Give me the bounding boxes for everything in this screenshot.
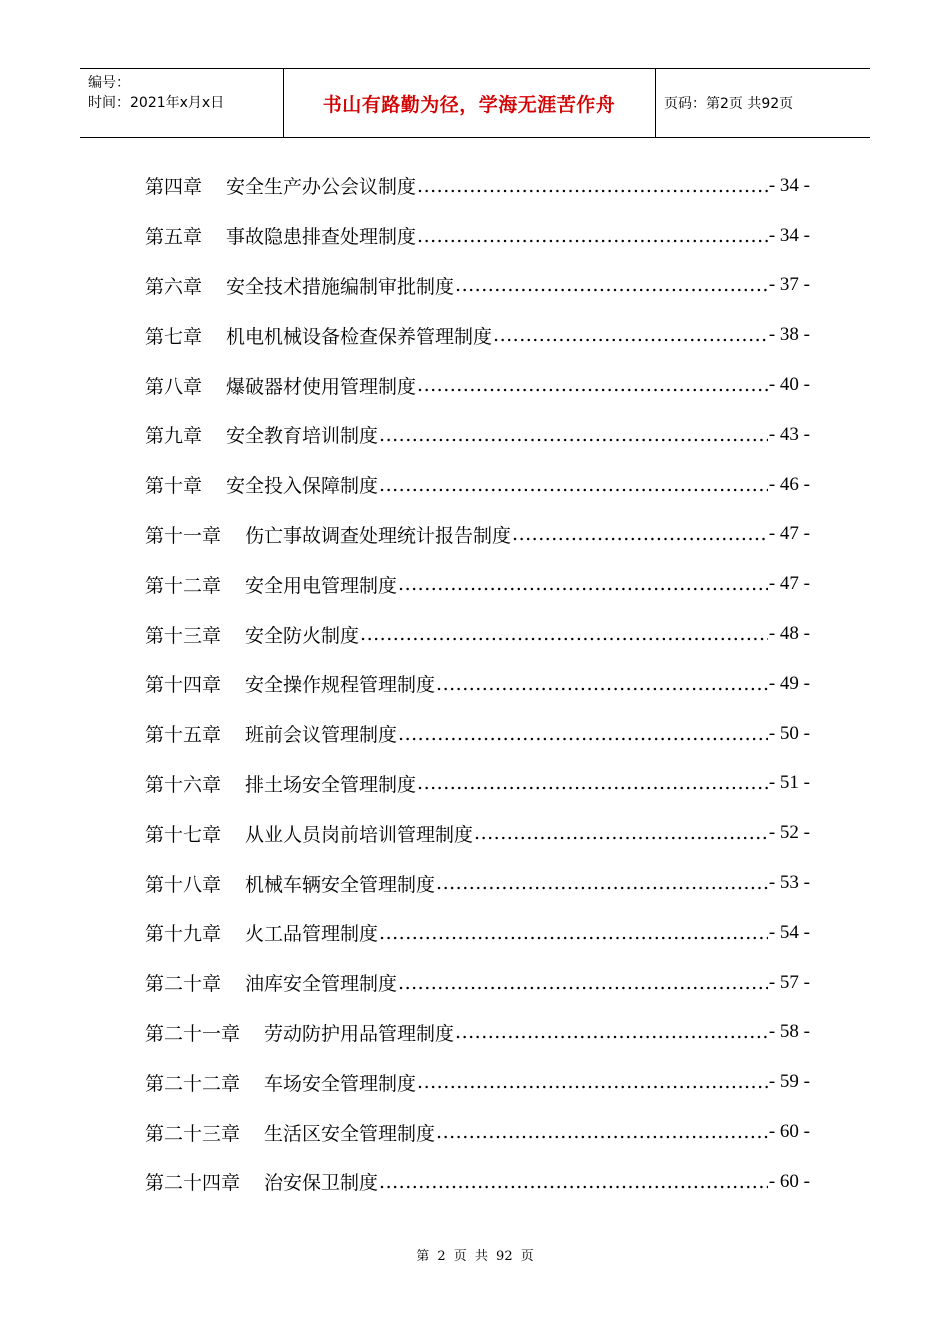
toc-chapter-title: 从业人员岗前培训管理制度 <box>245 823 474 846</box>
toc-page-number: - 52 - <box>768 822 810 844</box>
toc-chapter-number: 第十一章 <box>145 524 222 547</box>
toc-dot-leader <box>417 772 768 794</box>
toc-chapter-title: 安全教育培训制度 <box>226 425 379 448</box>
toc-dot-leader <box>398 972 768 994</box>
toc-dot-leader <box>379 1171 768 1193</box>
toc-chapter-number: 第二十章 <box>145 973 222 996</box>
toc-page-number: - 50 - <box>768 722 810 744</box>
toc-chapter-title: 车场安全管理制度 <box>264 1072 417 1095</box>
toc-chapter-number: 第十九章 <box>145 923 222 946</box>
toc-chapter-number: 第二十二章 <box>145 1072 241 1095</box>
toc-chapter-title: 机电机械设备检查保养管理制度 <box>226 325 493 348</box>
toc-entry[interactable] <box>145 559 810 609</box>
toc-entry[interactable] <box>145 460 810 510</box>
toc-page-number: - 34 - <box>768 174 810 196</box>
toc-chapter-title: 火工品管理制度 <box>245 923 379 946</box>
toc-chapter-title: 治安保卫制度 <box>264 1172 379 1195</box>
toc-chapter-title: 安全操作规程管理制度 <box>245 674 436 697</box>
page-header <box>80 68 870 138</box>
toc-dot-leader <box>379 922 768 944</box>
toc-chapter-number: 第十八章 <box>145 873 222 896</box>
toc-entry[interactable] <box>145 808 810 858</box>
toc-chapter-title: 安全生产办公会议制度 <box>226 176 417 199</box>
header-motto: 书山有路勤为径，学海无涯苦作舟 <box>322 93 616 116</box>
toc-chapter-title: 爆破器材使用管理制度 <box>226 375 417 398</box>
toc-chapter-title: 班前会议管理制度 <box>245 724 398 747</box>
toc-page-number: - 38 - <box>768 324 810 346</box>
page-footer: 第 2 页 共 92 页 <box>416 1249 534 1264</box>
toc-page-number: - 47 - <box>768 523 810 545</box>
toc-entry[interactable] <box>145 1157 810 1207</box>
toc-chapter-number: 第十四章 <box>145 674 222 697</box>
toc-chapter-title: 机械车辆安全管理制度 <box>245 873 436 896</box>
toc-chapter-number: 第七章 <box>145 325 203 348</box>
toc-chapter-title: 安全投入保障制度 <box>226 475 379 498</box>
toc-entry[interactable] <box>145 161 810 211</box>
document-number-label: 编号： <box>88 75 130 91</box>
toc-page-number: - 49 - <box>768 672 810 694</box>
toc-entry[interactable] <box>145 360 810 410</box>
toc-chapter-number: 第八章 <box>145 375 203 398</box>
toc-chapter-number: 第十章 <box>145 475 203 498</box>
toc-page-number: - 60 - <box>768 1121 810 1143</box>
table-of-contents <box>145 161 810 1207</box>
toc-dot-leader <box>398 723 768 745</box>
toc-entry[interactable] <box>145 410 810 460</box>
toc-page-number: - 47 - <box>768 573 810 595</box>
toc-entry[interactable] <box>145 1107 810 1157</box>
toc-dot-leader <box>417 374 768 396</box>
toc-dot-leader <box>493 324 768 346</box>
toc-chapter-number: 第二十一章 <box>145 1022 241 1045</box>
toc-entry[interactable] <box>145 759 810 809</box>
toc-page-number: - 48 - <box>768 623 810 645</box>
toc-dot-leader <box>512 523 768 545</box>
toc-dot-leader <box>379 424 768 446</box>
toc-page-number: - 43 - <box>768 423 810 445</box>
toc-page-number: - 54 - <box>768 921 810 943</box>
toc-chapter-number: 第十七章 <box>145 823 222 846</box>
toc-chapter-title: 排土场安全管理制度 <box>245 773 417 796</box>
toc-chapter-number: 第四章 <box>145 176 203 199</box>
toc-dot-leader <box>417 175 768 197</box>
toc-chapter-title: 安全防火制度 <box>245 624 360 647</box>
toc-dot-leader <box>436 872 768 894</box>
toc-chapter-number: 第十六章 <box>145 773 222 796</box>
toc-entry[interactable] <box>145 659 810 709</box>
toc-dot-leader <box>360 623 768 645</box>
toc-chapter-title: 生活区安全管理制度 <box>264 1122 436 1145</box>
toc-dot-leader <box>455 274 768 296</box>
toc-dot-leader <box>436 1121 768 1143</box>
toc-page-number: - 59 - <box>768 1071 810 1093</box>
toc-chapter-title: 劳动防护用品管理制度 <box>264 1022 455 1045</box>
toc-dot-leader <box>474 822 768 844</box>
toc-chapter-number: 第十二章 <box>145 574 222 597</box>
toc-chapter-title: 伤亡事故调查处理统计报告制度 <box>245 524 512 547</box>
toc-entry[interactable] <box>145 510 810 560</box>
toc-dot-leader <box>436 673 768 695</box>
toc-entry[interactable] <box>145 211 810 261</box>
toc-entry[interactable] <box>145 609 810 659</box>
toc-dot-leader <box>455 1021 768 1043</box>
toc-chapter-number: 第十五章 <box>145 724 222 747</box>
toc-page-number: - 37 - <box>768 274 810 296</box>
toc-page-number: - 46 - <box>768 473 810 495</box>
toc-chapter-title: 安全技术措施编制审批制度 <box>226 275 455 298</box>
toc-chapter-number: 第二十三章 <box>145 1122 241 1145</box>
toc-entry[interactable] <box>145 1008 810 1058</box>
toc-page-number: - 57 - <box>768 971 810 993</box>
header-meta <box>88 73 283 113</box>
toc-entry[interactable] <box>145 709 810 759</box>
toc-chapter-number: 第二十四章 <box>145 1172 241 1195</box>
toc-entry[interactable] <box>145 310 810 360</box>
toc-page-number: - 58 - <box>768 1021 810 1043</box>
toc-page-number: - 53 - <box>768 872 810 894</box>
toc-dot-leader <box>417 225 768 247</box>
toc-chapter-number: 第十三章 <box>145 624 222 647</box>
toc-entry[interactable] <box>145 1057 810 1107</box>
toc-dot-leader <box>398 573 768 595</box>
toc-entry[interactable] <box>145 958 810 1008</box>
toc-page-number: - 34 - <box>768 224 810 246</box>
toc-page-number: - 60 - <box>768 1170 810 1192</box>
header-page-info: 页码：第2页 共92页 <box>664 96 794 112</box>
toc-page-number: - 40 - <box>768 374 810 396</box>
toc-chapter-title: 油库安全管理制度 <box>245 973 398 996</box>
toc-page-number: - 51 - <box>768 772 810 794</box>
toc-chapter-number: 第五章 <box>145 226 203 249</box>
toc-dot-leader <box>379 474 768 496</box>
toc-chapter-title: 事故隐患排查处理制度 <box>226 226 417 249</box>
toc-entry[interactable] <box>145 858 810 908</box>
toc-entry[interactable] <box>145 261 810 311</box>
document-date: 时间：2021年x月x日 <box>88 95 225 111</box>
toc-dot-leader <box>417 1071 768 1093</box>
toc-chapter-number: 第六章 <box>145 275 203 298</box>
toc-chapter-number: 第九章 <box>145 425 203 448</box>
header-divider-right <box>655 69 656 137</box>
toc-entry[interactable] <box>145 908 810 958</box>
toc-chapter-title: 安全用电管理制度 <box>245 574 398 597</box>
